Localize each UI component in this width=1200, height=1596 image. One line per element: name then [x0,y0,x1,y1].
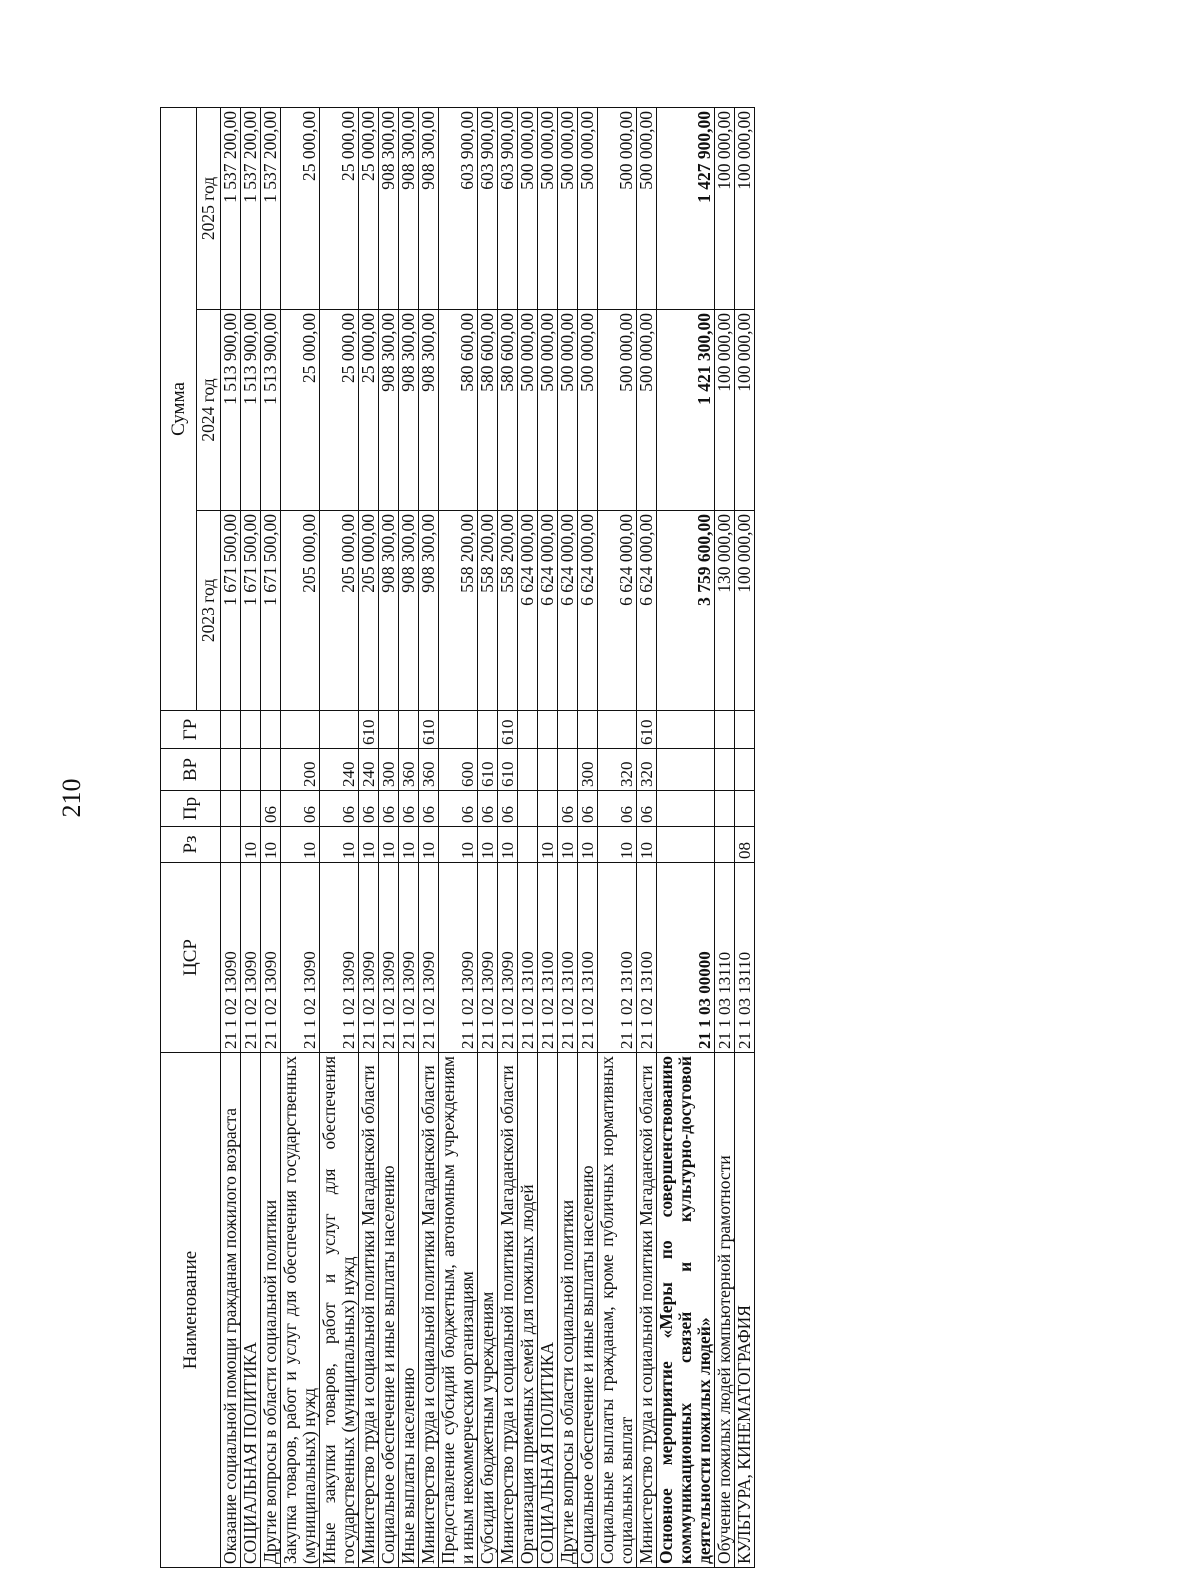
cell-pr [538,791,558,827]
cell-y2025: 25 000,00 [320,107,359,309]
cell-csr: 21 1 02 13090 [221,863,241,1053]
cell-y2024: 100 000,00 [715,310,735,511]
cell-pr: 06 [598,791,637,827]
cell-rz: 10 [379,827,399,863]
cell-gr [598,711,637,749]
cell-y2024: 1 513 900,00 [221,310,241,511]
cell-rz: 10 [281,827,320,863]
table-row [281,107,320,1567]
cell-gr [538,711,558,749]
cell-name: Социальное обеспечение и иные выплаты населению [578,1053,598,1568]
cell-y2024: 25 000,00 [281,310,320,511]
cell-y2023: 6 624 000,00 [578,511,598,711]
cell-y2023: 6 624 000,00 [538,511,558,711]
cell-y2024: 500 000,00 [598,310,637,511]
table-row [320,107,359,1567]
header-gr: ГР [161,711,221,749]
cell-vr [657,749,715,791]
cell-y2025: 500 000,00 [558,107,578,309]
cell-y2023: 3 759 600,00 [657,511,715,711]
cell-rz: 10 [320,827,359,863]
cell-pr [657,791,715,827]
cell-rz: 08 [735,827,755,863]
cell-name: Министерство труда и социальной политики Магаданской области [419,1053,439,1568]
cell-rz [221,827,241,863]
table-row [359,107,379,1567]
cell-y2024: 1 421 300,00 [657,310,715,511]
table-row [598,107,637,1567]
cell-csr: 21 1 03 13110 [735,863,755,1053]
cell-pr [241,791,261,827]
header-pr: Пр [161,791,221,827]
header-2023: 2023 год [197,511,221,711]
cell-vr: 360 [419,749,439,791]
cell-csr: 21 1 02 13100 [558,863,578,1053]
cell-vr: 240 [320,749,359,791]
budget-table [160,107,755,1568]
cell-y2025: 1 537 200,00 [241,107,261,309]
cell-vr [558,749,578,791]
cell-y2023: 908 300,00 [399,511,419,711]
header-2025: 2025 год [197,107,221,309]
table-row [221,107,241,1567]
cell-gr [578,711,598,749]
table-row [379,107,399,1567]
table-row [578,107,598,1567]
cell-y2025: 908 300,00 [399,107,419,309]
cell-rz: 10 [439,827,478,863]
cell-name: Основное мероприятие «Меры по совершенствованию коммуникационных связей и культурно-досуговой деятельности пожилых людей» [657,1053,715,1568]
cell-y2024: 500 000,00 [558,310,578,511]
header-vr: ВР [161,749,221,791]
cell-y2025: 500 000,00 [518,107,538,309]
cell-y2025: 603 900,00 [478,107,498,309]
cell-vr [261,749,281,791]
cell-name: Закупка товаров, работ и услуг для обеспечения государственных (муниципальных) нужд [281,1053,320,1568]
cell-csr: 21 1 02 13100 [518,863,538,1053]
cell-y2024: 100 000,00 [735,310,755,511]
cell-gr [379,711,399,749]
table-row [558,107,578,1567]
cell-csr: 21 1 02 13090 [281,863,320,1053]
cell-y2025: 25 000,00 [281,107,320,309]
cell-pr: 06 [399,791,419,827]
cell-pr: 06 [558,791,578,827]
cell-y2025: 1 427 900,00 [657,107,715,309]
cell-csr: 21 1 02 13090 [379,863,399,1053]
cell-name: Иные закупки товаров, работ и услуг для обеспечения государственных (муниципальных) нужд [320,1053,359,1568]
cell-y2025: 25 000,00 [359,107,379,309]
cell-vr: 300 [379,749,399,791]
table-row [715,107,735,1567]
cell-vr [221,749,241,791]
cell-y2024: 500 000,00 [518,310,538,511]
cell-csr: 21 1 02 13090 [261,863,281,1053]
cell-gr [657,711,715,749]
cell-y2024: 1 513 900,00 [241,310,261,511]
cell-pr [221,791,241,827]
cell-y2025: 908 300,00 [379,107,399,309]
cell-y2023: 130 000,00 [715,511,735,711]
cell-vr: 240 [359,749,379,791]
table-row [657,107,715,1567]
cell-name: Другие вопросы в области социальной политики [558,1053,578,1568]
cell-name: Иные выплаты населению [399,1053,419,1568]
cell-csr: 21 1 02 13090 [359,863,379,1053]
cell-vr: 320 [637,749,657,791]
cell-y2023: 205 000,00 [281,511,320,711]
cell-y2025: 603 900,00 [498,107,518,309]
cell-y2023: 6 624 000,00 [518,511,538,711]
cell-csr: 21 1 03 13110 [715,863,735,1053]
cell-y2024: 908 300,00 [399,310,419,511]
cell-rz [715,827,735,863]
table-row [518,107,538,1567]
cell-y2024: 580 600,00 [439,310,478,511]
cell-pr: 06 [261,791,281,827]
cell-y2023: 6 624 000,00 [637,511,657,711]
cell-y2023: 558 200,00 [478,511,498,711]
cell-rz: 10 [419,827,439,863]
cell-pr: 06 [379,791,399,827]
cell-y2023: 1 671 500,00 [261,511,281,711]
cell-gr [281,711,320,749]
cell-y2023: 205 000,00 [359,511,379,711]
cell-csr: 21 1 02 13100 [598,863,637,1053]
table-row [478,107,498,1567]
cell-gr [439,711,478,749]
cell-csr: 21 1 02 13090 [439,863,478,1053]
cell-y2023: 558 200,00 [439,511,478,711]
cell-csr: 21 1 02 13090 [478,863,498,1053]
cell-rz: 10 [498,827,518,863]
cell-gr: 610 [637,711,657,749]
cell-rz: 10 [598,827,637,863]
cell-name: Министерство труда и социальной политики Магаданской области [637,1053,657,1568]
cell-csr: 21 1 02 13100 [538,863,558,1053]
cell-gr [399,711,419,749]
cell-y2024: 25 000,00 [320,310,359,511]
cell-name: СОЦИАЛЬНАЯ ПОЛИТИКА [538,1053,558,1568]
cell-rz: 10 [241,827,261,863]
cell-y2024: 580 600,00 [498,310,518,511]
cell-y2024: 908 300,00 [419,310,439,511]
cell-gr [478,711,498,749]
header-rz: Рз [161,827,221,863]
cell-vr [538,749,558,791]
cell-gr [320,711,359,749]
cell-vr: 600 [439,749,478,791]
cell-vr [735,749,755,791]
cell-rz [657,827,715,863]
cell-name: СОЦИАЛЬНАЯ ПОЛИТИКА [241,1053,261,1568]
cell-gr [221,711,241,749]
cell-pr [735,791,755,827]
cell-gr [241,711,261,749]
table-row [399,107,419,1567]
cell-name: КУЛЬТУРА, КИНЕМАТОГРАФИЯ [735,1053,755,1568]
table-header [161,107,221,1567]
cell-csr: 21 1 02 13090 [241,863,261,1053]
table-row [637,107,657,1567]
cell-rz: 10 [578,827,598,863]
cell-pr: 06 [478,791,498,827]
cell-rz: 10 [637,827,657,863]
cell-y2025: 100 000,00 [735,107,755,309]
cell-name: Другие вопросы в области социальной политики [261,1053,281,1568]
cell-pr: 06 [320,791,359,827]
cell-y2024: 1 513 900,00 [261,310,281,511]
table-row [241,107,261,1567]
cell-y2024: 580 600,00 [478,310,498,511]
cell-gr [558,711,578,749]
cell-pr: 06 [359,791,379,827]
cell-y2023: 908 300,00 [379,511,399,711]
cell-pr: 06 [281,791,320,827]
cell-pr: 06 [439,791,478,827]
cell-y2025: 500 000,00 [598,107,637,309]
table-row [439,107,478,1567]
cell-name: Министерство труда и социальной политики Магаданской области [359,1053,379,1568]
cell-vr [518,749,538,791]
cell-pr [518,791,538,827]
cell-vr: 610 [498,749,518,791]
cell-name: Обучение пожилых людей компьютерной грамотности [715,1053,735,1568]
cell-name: Организация приемных семей для пожилых людей [518,1053,538,1568]
cell-csr: 21 1 02 13090 [419,863,439,1053]
cell-y2025: 1 537 200,00 [261,107,281,309]
cell-vr [715,749,735,791]
cell-y2025: 100 000,00 [715,107,735,309]
cell-name: Социальное обеспечение и иные выплаты населению [379,1053,399,1568]
table-row [538,107,558,1567]
cell-y2025: 500 000,00 [538,107,558,309]
cell-vr [241,749,261,791]
cell-rz: 10 [478,827,498,863]
cell-y2025: 500 000,00 [637,107,657,309]
cell-rz: 10 [558,827,578,863]
header-csr: ЦСР [161,863,221,1053]
cell-csr: 21 1 02 13090 [498,863,518,1053]
cell-pr: 06 [637,791,657,827]
cell-pr [715,791,735,827]
cell-name: Субсидии бюджетным учреждениям [478,1053,498,1568]
cell-vr: 610 [478,749,498,791]
table-row [735,107,755,1567]
cell-y2023: 6 624 000,00 [558,511,578,711]
cell-csr: 21 1 03 00000 [657,863,715,1053]
cell-pr: 06 [419,791,439,827]
budget-table-container [160,108,1130,1568]
cell-rz: 10 [399,827,419,863]
cell-y2025: 603 900,00 [439,107,478,309]
cell-rz: 10 [538,827,558,863]
header-2024: 2024 год [197,310,221,511]
cell-gr: 610 [359,711,379,749]
cell-y2025: 908 300,00 [419,107,439,309]
cell-y2023: 100 000,00 [735,511,755,711]
table-row [261,107,281,1567]
cell-vr: 360 [399,749,419,791]
cell-vr: 320 [598,749,637,791]
cell-csr: 21 1 02 13090 [320,863,359,1053]
table-row [498,107,518,1567]
cell-y2024: 500 000,00 [637,310,657,511]
header-sum: Сумма [161,107,197,710]
table-row [419,107,439,1567]
cell-y2024: 500 000,00 [538,310,558,511]
cell-gr [518,711,538,749]
cell-y2024: 500 000,00 [578,310,598,511]
cell-name: Министерство труда и социальной политики Магаданской области [498,1053,518,1568]
cell-pr: 06 [578,791,598,827]
cell-gr: 610 [498,711,518,749]
cell-y2024: 25 000,00 [359,310,379,511]
cell-gr: 610 [419,711,439,749]
cell-vr: 300 [578,749,598,791]
table-body [221,107,755,1567]
cell-rz: 10 [359,827,379,863]
cell-y2023: 558 200,00 [498,511,518,711]
cell-name: Оказание социальной помощи гражданам пожилого возраста [221,1053,241,1568]
page-number: 210 [57,778,86,818]
cell-y2023: 908 300,00 [419,511,439,711]
cell-y2023: 205 000,00 [320,511,359,711]
cell-name: Социальные выплаты гражданам, кроме публичных нормативных социальных выплат [598,1053,637,1568]
cell-gr [715,711,735,749]
cell-vr: 200 [281,749,320,791]
header-name: Наименование [161,1053,221,1568]
cell-y2023: 6 624 000,00 [598,511,637,711]
cell-rz [518,827,538,863]
cell-gr [261,711,281,749]
cell-y2025: 1 537 200,00 [221,107,241,309]
cell-csr: 21 1 02 13100 [578,863,598,1053]
cell-rz: 10 [261,827,281,863]
cell-y2023: 1 671 500,00 [241,511,261,711]
cell-gr [735,711,755,749]
cell-csr: 21 1 02 13090 [399,863,419,1053]
cell-y2023: 1 671 500,00 [221,511,241,711]
cell-y2025: 500 000,00 [578,107,598,309]
cell-name: Предоставление субсидий бюджетным, автономным учреждениям и иным некоммерческим организациям [439,1053,478,1568]
cell-pr: 06 [498,791,518,827]
cell-csr: 21 1 02 13100 [637,863,657,1053]
cell-y2024: 908 300,00 [379,310,399,511]
